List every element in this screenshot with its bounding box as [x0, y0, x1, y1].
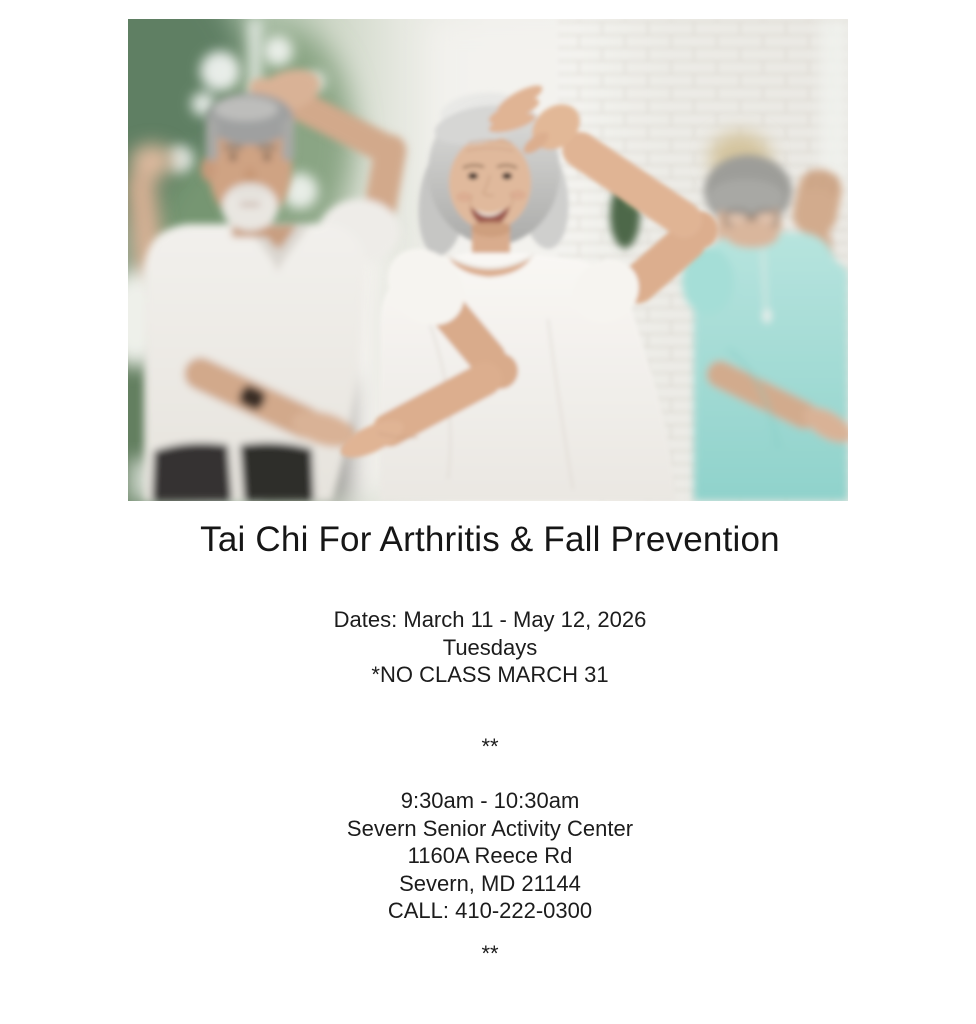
schedule-block: [4, 606, 976, 689]
city-line: Severn, MD 21144: [399, 870, 581, 896]
time-line: 9:30am - 10:30am: [400, 788, 580, 813]
street-line: 1160A Reece Rd: [407, 843, 573, 868]
dates-line: Dates: March 11 - May 12, 2026: [333, 607, 647, 632]
venue-line: Severn Senior Activity Center: [346, 815, 634, 841]
class-photo: [128, 19, 848, 501]
separator-bottom: **: [481, 941, 499, 966]
day-line: Tuesdays: [442, 634, 538, 660]
no-class-line: *NO CLASS MARCH 31: [371, 662, 609, 687]
class-photo-illustration: [128, 19, 848, 501]
phone-line: CALL: 410-222-0300: [387, 898, 593, 923]
separator-top: **: [481, 734, 499, 759]
location-block: [4, 787, 976, 925]
flyer-title: Tai Chi For Arthritis & Fall Prevention: [200, 520, 780, 559]
